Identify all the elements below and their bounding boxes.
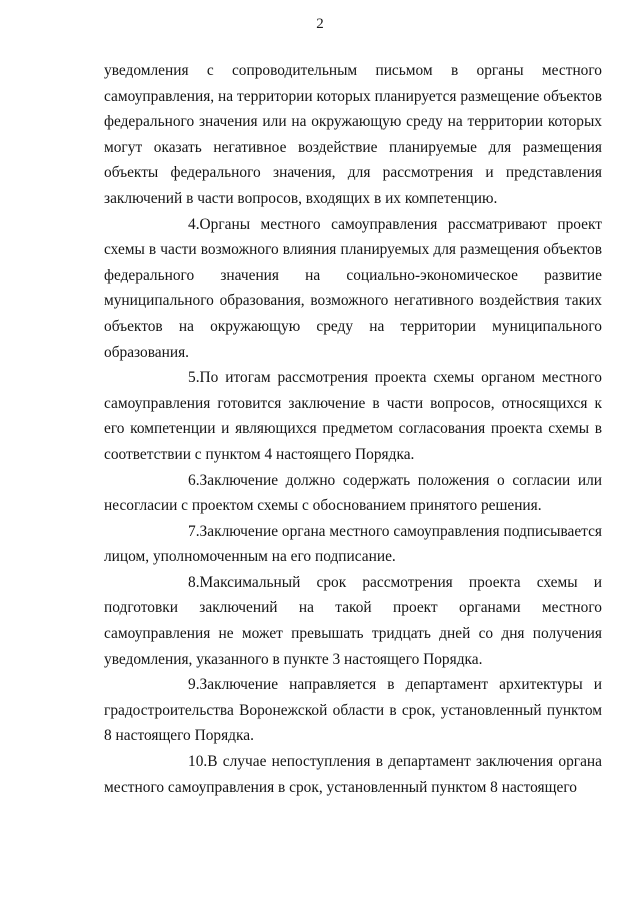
paragraph-number: 5. [188,369,200,387]
paragraph-7 [104,519,602,570]
paragraph-text: Заключение органа местного самоуправления подписывается лицом, уполномоченным на его подписание. [104,522,602,566]
paragraph-number: 4. [188,215,200,233]
paragraph-continuation [104,58,602,212]
paragraph-5 [104,365,602,467]
paragraph-number: 9. [188,676,200,694]
paragraph-6 [104,468,602,519]
page-number: 2 [316,16,324,32]
paragraph-8 [104,570,602,672]
paragraph-text: уведомления с сопроводительным письмом в органы местного самоуправления, на территории которых планируется размещение объектов федерального значения или на окружающую среду на территории которых могут оказать негативное воздействие планируемые для размещения объекты федерального значения, для рассмотрения и представления заключений в части вопросов, входящих в их компетенцию. [104,62,602,207]
paragraph-number: 7. [188,522,200,540]
paragraph-9 [104,672,602,749]
paragraph-number: 10. [188,753,208,771]
paragraph-number: 6. [188,471,200,489]
paragraph-text: В случае непоступления в департамент заключения органа местного самоуправления в срок, установленный пунктом 8 настоящего [104,753,602,796]
paragraph-text: Заключение должно содержать положения о согласии или несогласии с проектом схемы с обоснованием принятого решения. [104,471,602,515]
paragraph-text: По итогам рассмотрения проекта схемы органом местного самоуправления готовится заключение в части вопросов, относящихся к его компетенции и являющихся предметом согласования проекта схемы в соответствии с пунктом 4 настоящего Порядка. [104,369,602,463]
paragraph-4 [104,212,602,366]
paragraph-text: Заключение направляется в департамент архитектуры и градостроительства Воронежской области в срок, установленный пунктом 8 настоящего Порядка. [104,676,602,745]
paragraph-text: Максимальный срок рассмотрения проекта схемы и подготовки заключений на такой проект органами местного самоуправления не может превышать тридцать дней со дня получения уведомления, указанного в пункте 3 настоящего Порядка. [104,573,602,668]
document-body [104,58,602,800]
paragraph-text: Органы местного самоуправления рассматривают проект схемы в части возможного влияния планируемых для размещения объектов федерального значения на социально-экономическое развитие муниципального образования, возможного негативного воздействия таких объектов на окружающую среду на территории муниципального образования. [104,215,602,361]
paragraph-number: 8. [188,573,200,591]
paragraph-10 [104,749,602,800]
